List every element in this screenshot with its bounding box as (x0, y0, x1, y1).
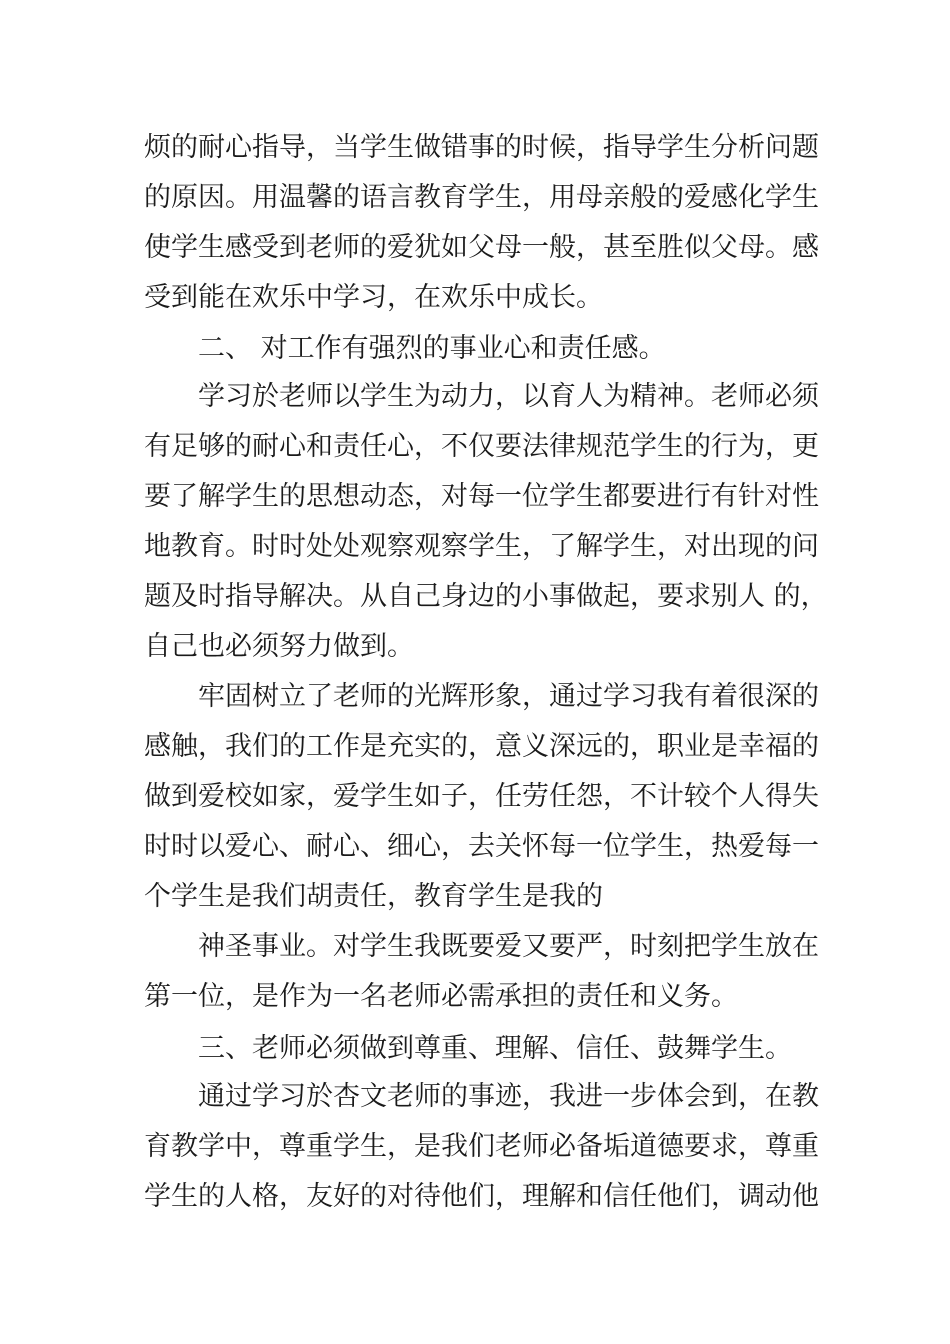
text-line: 通过学习於杏文老师的事迹，我进一步体会到，在教 (198, 1081, 819, 1112)
text-line: 要了解学生的思想动态，对每一位学生都要进行有针对性 (144, 481, 819, 512)
text-line: 感触，我们的工作是充实的，意义深远的，职业是幸福的 (144, 731, 819, 762)
text-line: 牢固树立了老师的光辉形象，通过学习我有着很深的 (198, 681, 819, 712)
text-line: 烦的耐心指导，当学生做错事的时候，指导学生分析问题 (144, 132, 819, 163)
text-line: 受到能在欢乐中学习，在欢乐中成长。 (144, 282, 603, 313)
text-line: 学生的人格，友好的对待他们，理解和信任他们，调动他 (144, 1181, 819, 1212)
text-line: 神圣事业。对学生我既要爱又要严，时刻把学生放在 (198, 931, 819, 962)
section-heading: 三、老师必须做到尊重、理解、信任、鼓舞学生。 (198, 1033, 792, 1064)
text-line: 地教育。时时处处观察观察学生，了解学生，对出现的问 (144, 531, 819, 562)
text-line: 个学生是我们胡责任，教育学生是我的 (144, 881, 603, 912)
text-line: 的原因。用温馨的语言教育学生，用母亲般的爱感化学生 (144, 182, 819, 213)
text-line: 使学生感受到老师的爱犹如父母一般，甚至胜似父母。感 (144, 232, 819, 263)
text-line: 题及时指导解决。从自己身边的小事做起，要求别人 的， (144, 581, 828, 612)
text-line: 做到爱校如家，爱学生如子，任劳任怨，不计较个人得失 (144, 781, 819, 812)
text-line: 有足够的耐心和责任心，不仅要法律规范学生的行为，更 (144, 431, 819, 462)
text-line: 学习於老师以学生为动力，以育人为精神。老师必须 (198, 381, 819, 412)
section-heading: 二、 对工作有强烈的事业心和责任感。 (198, 333, 666, 364)
text-line: 第一位，是作为一名老师必需承担的责任和义务。 (144, 981, 738, 1012)
text-line: 时时以爱心、耐心、细心，去关怀每一位学生，热爱每一 (144, 831, 819, 862)
text-line: 自己也必须努力做到。 (144, 631, 414, 662)
text-line: 育教学中，尊重学生，是我们老师必备垢道德要求，尊重 (144, 1131, 819, 1162)
